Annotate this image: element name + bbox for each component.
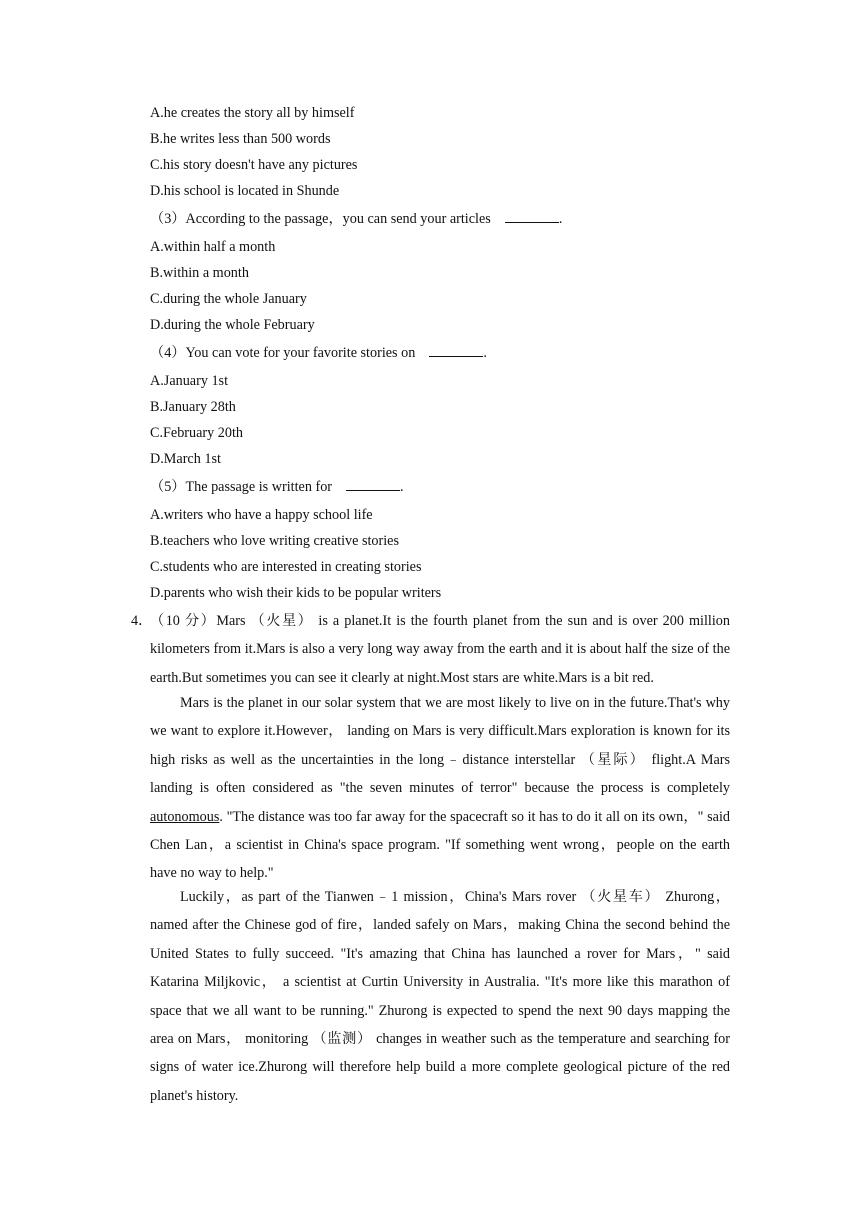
- paragraph-2-text-a: Mars is the planet in our solar system that we are most likely to live on in the future.That's why we want to explore it.However， landing on Mars is very difficult.Mars exploration is known for its high risks as well as the uncertainties in the long﹣distance interstellar （星际） flight.A Mars landing is often considered as "the seven minutes of terror" because the process is completely: [150, 695, 730, 797]
- passage-paragraph-3: Luckily，as part of the Tianwen﹣1 mission，China's Mars rover （火星车） Zhurong，named after the Chinese god of fire，landed safely on Mars，making China the second behind the United States to fully succeed. "It's amazing that China has launched a rover for Mars，" said Katarina Miljkovic， a scientist at Curtin University in Australia. "It's more like this marathon of space that we all want to be running." Zhurong is expected to spend the next 90 days mapping the area on Mars， monitoring （监测） changes in weather such as the temperature and searching for signs of water ice.Zhurong will therefore help build a more complete geological picture of the red planet's history.: [150, 889, 730, 1104]
- q4-option-b: B.January 28th: [150, 399, 236, 415]
- q2-option-b: B.he writes less than 500 words: [150, 131, 331, 147]
- q4-answer-blank: [429, 344, 483, 357]
- q5-option-c: C.students who are interested in creating stories: [150, 559, 422, 575]
- q2-option-a: A.he creates the story all by himself: [150, 105, 355, 121]
- q3-option-a: A.within half a month: [150, 239, 276, 255]
- q5-answer-blank: [346, 478, 400, 491]
- passage-paragraph-1: （10 分）Mars （火星） is a planet.It is the fourth planet from the sun and is over 200 million kilometers from it.Mars is also a very long way away from the earth and it is about half the size of the earth.But sometimes you can see it clearly at night.Most stars are white.Mars is a bit red.: [150, 613, 730, 686]
- q3-stem-end: .: [558, 211, 563, 227]
- paragraph-2-text-b: . "The distance was too far away for the spacecraft so it has to do it all on its own，" said Chen Lan，a scientist in China's space program. "If something went wrong，people on the earth have no way to help.": [150, 808, 730, 882]
- q2-option-d: D.his school is located in Shunde: [150, 183, 340, 199]
- q5-option-a: A.writers who have a happy school life: [150, 507, 373, 523]
- q4-stem-text: （4）You can vote for your favorite stories on: [150, 345, 416, 361]
- q5-option-d: D.parents who wish their kids to be popular writers: [150, 585, 442, 601]
- q3-option-b: B.within a month: [150, 265, 249, 281]
- q5-stem: [150, 478, 404, 496]
- q4-stem-end: .: [483, 345, 487, 361]
- q3-stem: [150, 210, 562, 228]
- q4-option-a: A.January 1st: [150, 373, 229, 389]
- q3-option-c: C.during the whole January: [150, 291, 307, 307]
- q2-option-c: C.his story doesn't have any pictures: [150, 157, 358, 173]
- underlined-word-autonomous: autonomous: [150, 808, 220, 825]
- q5-stem-end: .: [400, 479, 404, 495]
- question-number: 4．: [131, 613, 153, 629]
- passage-paragraph-2: [150, 689, 730, 888]
- q3-option-d: D.during the whole February: [150, 317, 315, 333]
- q3-stem-text: （3）According to the passage，you can send your articles: [150, 211, 491, 227]
- q5-option-b: B.teachers who love writing creative stories: [150, 533, 399, 549]
- q4-option-c: C.February 20th: [150, 425, 243, 441]
- q5-stem-text: （5）The passage is written for: [150, 479, 333, 495]
- q4-stem: [150, 344, 487, 362]
- q3-answer-blank: [505, 210, 559, 223]
- q4-option-d: D.March 1st: [150, 451, 221, 467]
